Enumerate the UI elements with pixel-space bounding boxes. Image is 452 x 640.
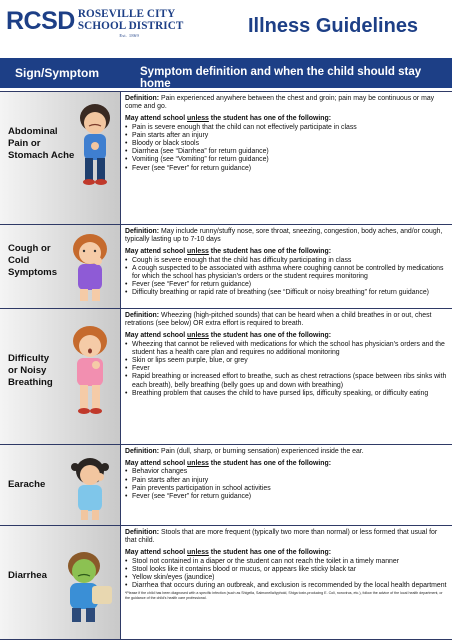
child-earache-illustration bbox=[62, 453, 118, 523]
list-item: • Skin or lips seem purple, blue, or grey bbox=[125, 357, 448, 365]
symptom-label-cell bbox=[0, 92, 121, 224]
list-item: • Vomiting (see “Vomiting” for return guidance) bbox=[125, 156, 448, 164]
symptom-label: Difficulty or Noisy Breathing bbox=[8, 353, 53, 388]
child-coughing-illustration bbox=[62, 231, 118, 305]
symptom-definition-cell: Definition: May include runny/stuffy nose, sore throat, sneezing, congestion, body aches, and/or cough, typically lasting up to 7-10 days May attend school unless the student has one of the following: • Cough is severe enough that the child has difficulty participating in class • A cough suspected to be associated with asthma where coughing cannot be controlled by medications for which the school has physician’s orders or the student requires monitoring • Fever (see “Fever” for return guidance) • Difficulty breathing or rapid rate of breathing (see “Difficult or noisy breathing” for return guidance) bbox=[125, 228, 448, 298]
list-item: • Breathing problem that causes the child to have pursed lips, difficulty speaking, or difficulty eating bbox=[125, 390, 448, 398]
list-item: • Fever bbox=[125, 365, 448, 373]
symptom-label-cell bbox=[0, 225, 121, 308]
district-logo bbox=[6, 8, 183, 39]
attend-heading: May attend school unless the student has one of the following: bbox=[125, 115, 331, 123]
symptom-definition-cell: Definition: Pain experienced anywhere between the chest and groin; pain may be continuous or may come and go. May attend school unless the student has one of the following: • Pain is severe enough that the child can not effectively participate in class • Pain starts after an injury • Bloody or black stools • Diarrhea (see “Diarrhea” for return guidance) • Vomiting (see “Vomiting” for return guidance) • Fever (see “Fever” for return guidance) bbox=[125, 95, 448, 173]
symptom-label: Earache bbox=[8, 479, 46, 490]
list-item: • Difficulty breathing or rapid rate of breathing (see “Difficult or noisy breathing” for return guidance) bbox=[125, 289, 448, 297]
symptom-label: Cough or Cold Symptoms bbox=[8, 243, 58, 278]
symptom-label: Abdominal Pain or Stomach Ache bbox=[8, 126, 75, 161]
symptom-row-abdominal-pain bbox=[0, 91, 452, 224]
list-item: • Pain is severe enough that the child can not effectively participate in class bbox=[125, 124, 448, 132]
attend-heading: May attend school unless the student has one of the following: bbox=[125, 332, 331, 340]
attend-heading: May attend school unless the student has one of the following: bbox=[125, 549, 331, 557]
symptom-label: Diarrhea bbox=[8, 570, 47, 581]
logo-rcsd-text: RCSD bbox=[6, 7, 75, 35]
list-item: • Cough is severe enough that the child has difficulty participating in class bbox=[125, 257, 448, 265]
exclusion-list bbox=[125, 341, 448, 398]
symptom-label-cell bbox=[0, 445, 121, 525]
list-item: • Fever (see “Fever” for return guidance) bbox=[125, 165, 448, 173]
attend-heading: May attend school unless the student has one of the following: bbox=[125, 460, 331, 468]
column-header-sign: Sign/Symptom bbox=[15, 66, 100, 80]
list-item: • A cough suspected to be associated with asthma where coughing cannot be controlled by medications for which the school has physician’s orders or the student requires monitoring bbox=[125, 265, 448, 281]
logo-line2: SCHOOL DISTRICT bbox=[77, 19, 184, 32]
logo-name-block bbox=[75, 8, 184, 39]
page-title: Illness Guidelines bbox=[248, 15, 419, 37]
child-breathing-difficulty-illustration bbox=[62, 323, 118, 419]
logo-est: Est. 1869 bbox=[119, 33, 140, 39]
symptom-row-cough-cold bbox=[0, 224, 452, 308]
child-diarrhea-illustration bbox=[56, 546, 118, 626]
symptom-definition-cell: Definition: Wheezing (high-pitched sounds) that can be heard when a child breathes in or out, chest retrations (see below) OR extra effort is required to breath. May attend school unless the student has one of the following: • Wheezing that cannot be relieved with medications for which the school has physician’s orders and the student has a health care plan and requires no additional monitoring • Skin or lips seem purple, blue, or grey • Fever • Rapid breathing or increased effort to breathe, such as chest retractions (space between ribs sinks with each breath), belly breathing (belly goes up and down with breathing) • Breathing problem that causes the child to have pursed lips, difficulty speaking, or difficulty eating bbox=[125, 312, 448, 398]
list-item: • Fever (see “Fever” for return guidance) bbox=[125, 281, 448, 289]
symptom-row-earache bbox=[0, 444, 452, 525]
list-item: • Stool looks like it contains blood or mucus, or appears like sticky black tar bbox=[125, 566, 448, 574]
column-header-definition: Symptom definition and when the child should stay home bbox=[140, 66, 422, 90]
exclusion-list bbox=[125, 468, 448, 501]
list-item: • Pain starts after an injury bbox=[125, 132, 448, 140]
attend-heading: May attend school unless the student has one of the following: bbox=[125, 248, 331, 256]
list-item: • Pain starts after an injury bbox=[125, 477, 448, 485]
column-header-bar bbox=[0, 58, 452, 88]
exclusion-list bbox=[125, 558, 448, 591]
symptom-label-cell bbox=[0, 309, 121, 444]
symptom-row-diarrhea bbox=[0, 525, 452, 639]
list-item: • Stool not contained in a diaper or the student can not reach the toilet in a timely manner bbox=[125, 558, 448, 566]
list-item: • Fever (see “Fever” for return guidance) bbox=[125, 493, 448, 501]
exclusion-list bbox=[125, 124, 448, 173]
symptom-label-cell bbox=[0, 526, 121, 639]
symptom-definition-cell: Definition: Pain (dull, sharp, or burning sensation) experienced inside the ear. May attend school unless the student has one of the following: • Behavior changes • Pain starts after an injury • Pain prevents participation in school activities • Fever (see “Fever” for return guidance) bbox=[125, 448, 448, 501]
symptom-definition-cell: Definition: Stools that are more frequent (typically two more than normal) or less formed that usual for that child. May attend school unless the student has one of the following: • Stool not contained in a diaper or the student can not reach the toilet in a timely manner • Stool looks like it contains blood or mucus, or appears like sticky black tar • Yellow skin/eyes (jaundice) • Diarrhea that occurs during an outbreak, and exclusion is recommended by the local health department *Please if the child has been diagnosed with a specific infection (such as Shigella, Salmonella/typhoid, Shiga toxin-producing E. Coli, norovirus, etc.), follow the advice of the local health department, or the guidance of the child's health care professional. bbox=[125, 529, 448, 604]
list-item: • Diarrhea that occurs during an outbreak, and exclusion is recommended by the local health department bbox=[125, 582, 448, 590]
exclusion-list bbox=[125, 257, 448, 298]
list-item: • Diarrhea (see “Diarrhea” for return guidance) bbox=[125, 148, 448, 156]
child-stomach-ache-illustration bbox=[70, 98, 118, 190]
logo-line1: ROSEVILLE CITY bbox=[77, 8, 176, 20]
list-item: • Yellow skin/eyes (jaundice) bbox=[125, 574, 448, 582]
diarrhea-footnote: *Please if the child has been diagnosed with a specific infection (such as Shigella, Salmonella/typhoid, Shiga toxin-producing E. Coli, norovirus, etc.), follow the advice of the local health department, or the guidance of the child's health care professional. bbox=[125, 591, 443, 600]
list-item: • Bloody or black stools bbox=[125, 140, 448, 148]
page-header bbox=[0, 0, 452, 58]
symptom-row-noisy-breathing bbox=[0, 308, 452, 444]
list-item: • Behavior changes bbox=[125, 468, 448, 476]
list-item: • Rapid breathing or increased effort to breathe, such as chest retractions (space between ribs sinks with each breath), belly breathing (belly goes up and down with breathing) bbox=[125, 373, 448, 389]
list-item: • Wheezing that cannot be relieved with medications for which the school has physician’s orders and the student has a health care plan and requires no additional monitoring bbox=[125, 341, 448, 357]
list-item: • Pain prevents participation in school activities bbox=[125, 485, 448, 493]
